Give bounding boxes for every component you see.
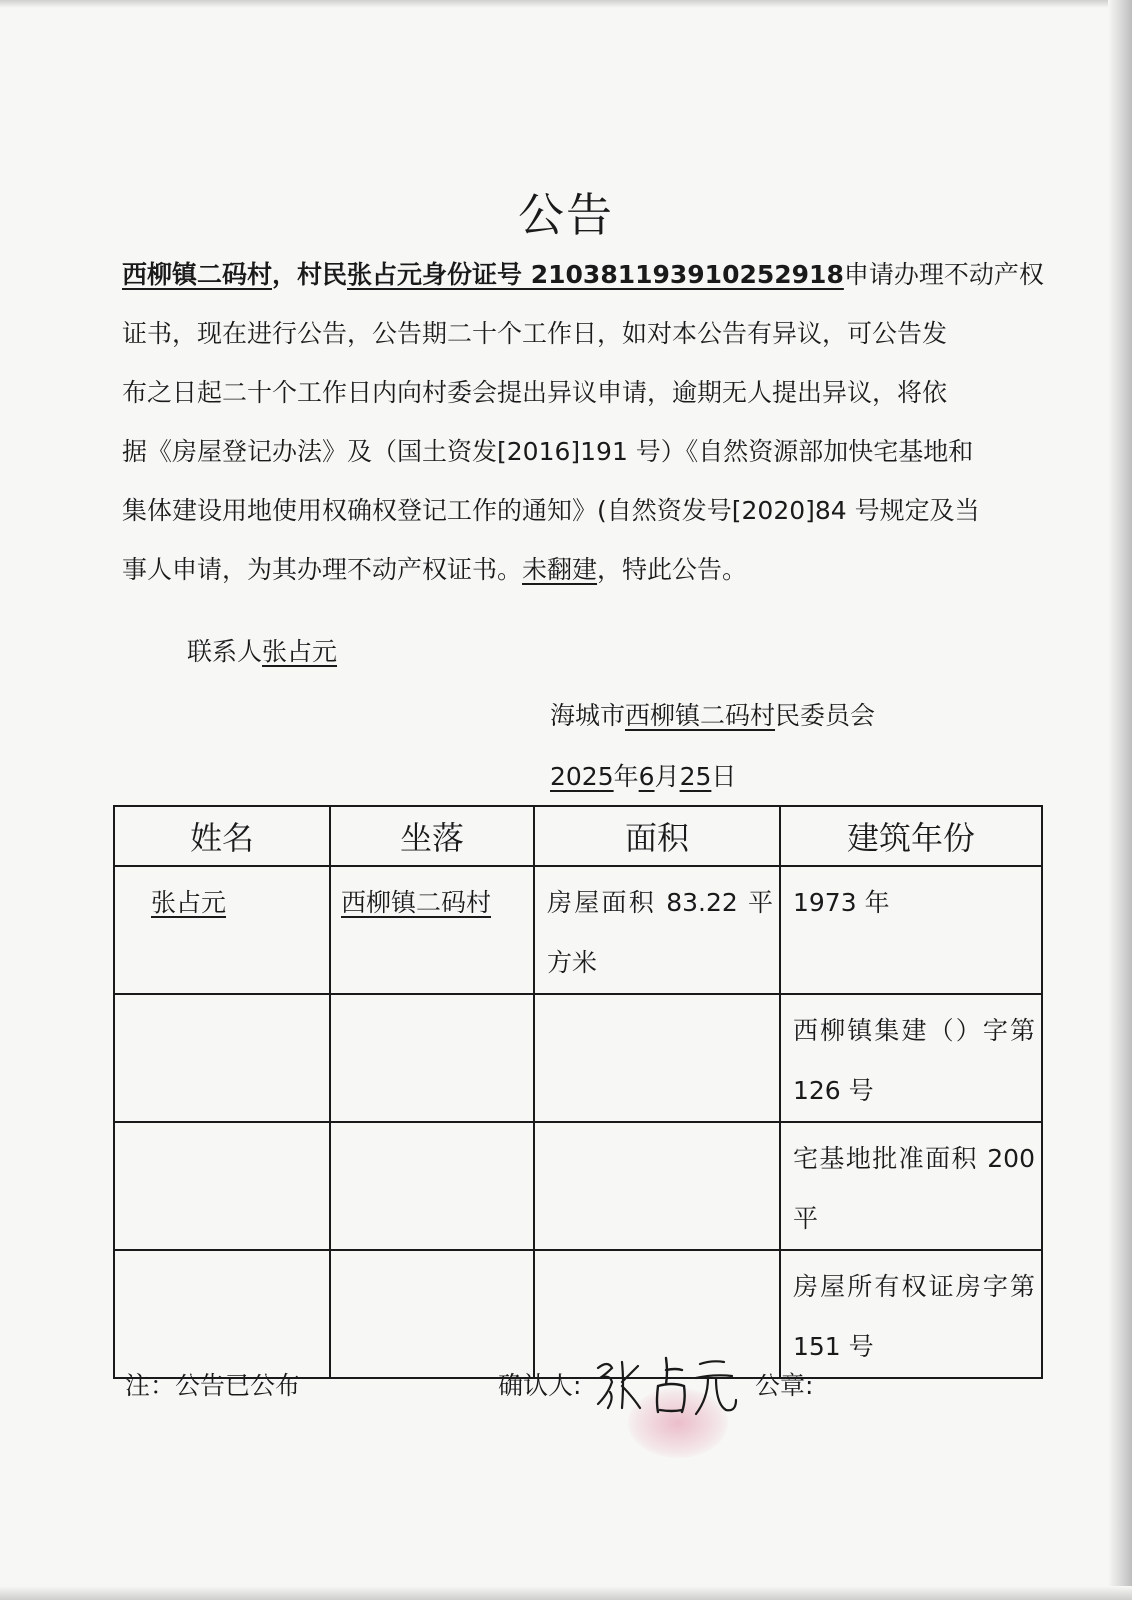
table-cell <box>534 994 780 1122</box>
scan-edge-bottom <box>0 1586 1132 1600</box>
table-row <box>114 994 1042 1122</box>
table-cell <box>114 866 330 994</box>
homestead-approved-area: 宅基地批准面积 200 平 <box>793 1144 1035 1233</box>
date-year: 2025 <box>550 762 614 791</box>
paragraph-closing: ，特此公告。 <box>597 555 748 584</box>
table-cell <box>534 866 780 994</box>
table-cell <box>534 1122 780 1250</box>
contact-name: 张占元 <box>262 637 338 666</box>
table-row <box>114 1122 1042 1250</box>
paragraph-line-5: 集体建设用地使用权确权登记工作的通知》(自然资发号[2020]84 号规定及当 <box>122 496 980 525</box>
date-day-unit: 日 <box>711 762 737 791</box>
issuer-suffix: 民委员会 <box>775 701 876 730</box>
header-name: 姓名 <box>114 806 330 866</box>
application-text: 申请办理不动产权 <box>843 260 1044 289</box>
table-cell <box>330 994 534 1122</box>
date-day: 25 <box>679 762 712 791</box>
header-build-year: 建筑年份 <box>780 806 1042 866</box>
scan-edge-top <box>0 0 1132 8</box>
issue-date <box>550 757 736 793</box>
property-table <box>113 805 1043 1379</box>
document-title: 公告 <box>518 187 614 242</box>
table-row <box>114 1250 1042 1378</box>
date-month: 6 <box>638 762 655 791</box>
table-cell <box>114 1122 330 1250</box>
paragraph-line-1 <box>122 245 1044 304</box>
seal-label: 公章: <box>755 1371 814 1400</box>
resident-id: 张占元身份证号 210381193910252918 <box>347 260 844 289</box>
confirmer-label: 确认人: <box>498 1371 582 1400</box>
paragraph-line-4: 据《房屋登记办法》及（国土资发[2016]191 号）《自然资源部加快宅基地和 <box>122 437 974 466</box>
notice-paragraph <box>122 245 1044 599</box>
table-row <box>114 866 1042 994</box>
paragraph-line-6-text: 事人申请，为其办理不动产权证书。 <box>122 555 523 584</box>
table-cell <box>780 1122 1042 1250</box>
contact-line <box>187 632 337 668</box>
paragraph-line-2: 证书，现在进行公告，公告期二十个工作日，如对本公告有异议，可公告发 <box>122 319 948 348</box>
issuer-prefix: 海城市 <box>550 701 626 730</box>
build-year: 1973 年 <box>793 888 890 917</box>
table-cell <box>780 1250 1042 1378</box>
table-cell <box>114 994 330 1122</box>
table-cell <box>330 866 534 994</box>
table-cell <box>780 866 1042 994</box>
paragraph-line-3: 布之日起二十个工作日内向村委会提出异议申请，逾期无人提出异议，将依 <box>122 378 948 407</box>
issuer-line <box>550 696 875 732</box>
table-header-row <box>114 806 1042 866</box>
owner-name: 张占元 <box>151 888 227 917</box>
issuer-village: 西柳镇二码村 <box>625 701 776 730</box>
house-ownership-certificate: 房屋所有权证房字第 151 号 <box>793 1272 1035 1361</box>
paragraph-line-6 <box>122 540 1022 599</box>
contact-label: 联系人 <box>187 637 263 666</box>
resident-prefix: ，村民 <box>272 260 348 289</box>
date-year-unit: 年 <box>613 762 639 791</box>
footer-note: 注：公告已公布 <box>125 1371 301 1400</box>
handwritten-signature <box>592 1352 742 1422</box>
table-cell <box>330 1250 534 1378</box>
property-location: 西柳镇二码村 <box>341 888 492 917</box>
house-area: 房屋面积 83.22 平方米 <box>547 888 773 977</box>
header-location: 坐落 <box>330 806 534 866</box>
collective-construction-number: 西柳镇集建（）字第 126 号 <box>793 1016 1035 1105</box>
date-month-unit: 月 <box>654 762 680 791</box>
table-cell <box>780 994 1042 1122</box>
table-cell <box>330 1122 534 1250</box>
table-cell <box>114 1250 330 1378</box>
header-area: 面积 <box>534 806 780 866</box>
village-name: 西柳镇二码村 <box>122 260 273 289</box>
rebuild-status: 未翻建 <box>522 555 598 584</box>
